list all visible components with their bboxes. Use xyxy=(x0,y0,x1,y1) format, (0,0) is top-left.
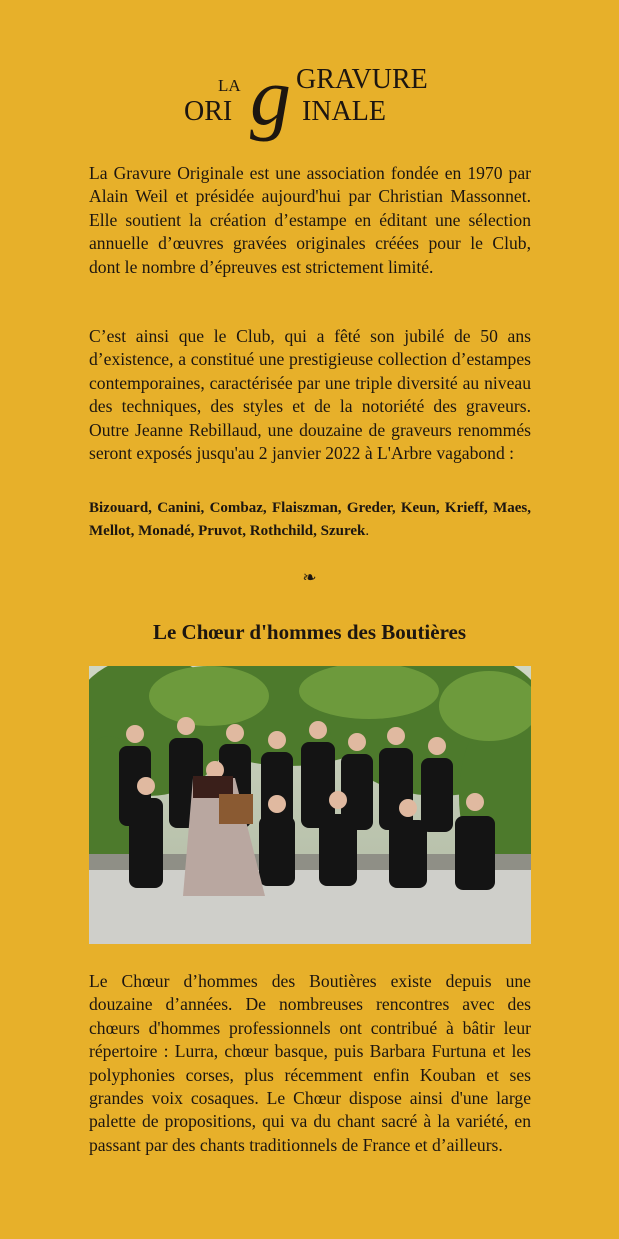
logo-big-g: g xyxy=(250,58,291,142)
artist-list xyxy=(89,497,531,542)
logo-word-la: LA xyxy=(218,76,241,95)
logo-word-ori: ORI xyxy=(184,96,233,127)
logo-word-gravure: GRAVURE xyxy=(296,64,428,95)
artist-list-period: . xyxy=(365,522,370,539)
fleuron-ornament-icon: ❧ xyxy=(302,568,317,588)
intro-paragraph-2: C’est ainsi que le Club, qui a fêté son jubilé de 50 ans d’existence, a constitué une prestigieuse collection d’estampes contemporaines, caractérisée par une triple diversité au niveau des techniques, des styles et de la notoriété des graveurs. Outre Jeanne Rebillaud, une douzaine de graveurs renommés seront exposés jusqu'au 2 janvier 2022 à L'Arbre vagabond : xyxy=(89,326,531,464)
la-gravure-originale-logo xyxy=(184,58,436,142)
choir-group-photo xyxy=(89,666,531,944)
artist-names: Bizouard, Canini, Combaz, Flaiszman, Greder, Keun, Krieff, Maes, Mellot, Monadé, Pruvot, Rothchild, Szurek xyxy=(89,500,531,539)
choir-heading: Le Chœur d'hommes des Boutières xyxy=(152,620,467,644)
intro-paragraph-1: La Gravure Originale est une association fondée en 1970 par Alain Weil et présidée aujourd'hui par Christian Massonnet. Elle soutient la création d’estampe en éditant une sélection annuelle d’œuvres gravées originales créées pour le Club, dont le nombre d’épreuves est strictement limité. xyxy=(89,163,531,277)
choir-description: Le Chœur d’hommes des Boutières existe depuis une douzaine d’années. De nombreuses rencontres avec des chœurs d'hommes professionnels ont contribué à bâtir leur répertoire : Lurra, chœur basque, puis Barbara Furtuna et les polyphonies corses, plus récemment enfin Kouban et ses grandes voix cosaques. Le Chœur dispose ainsi d'une large palette de propositions, qui va du chant sacré à la variété, en passant par des chants traditionnels de France et d’ailleurs. xyxy=(89,971,531,1155)
logo-word-inale: INALE xyxy=(302,96,386,127)
